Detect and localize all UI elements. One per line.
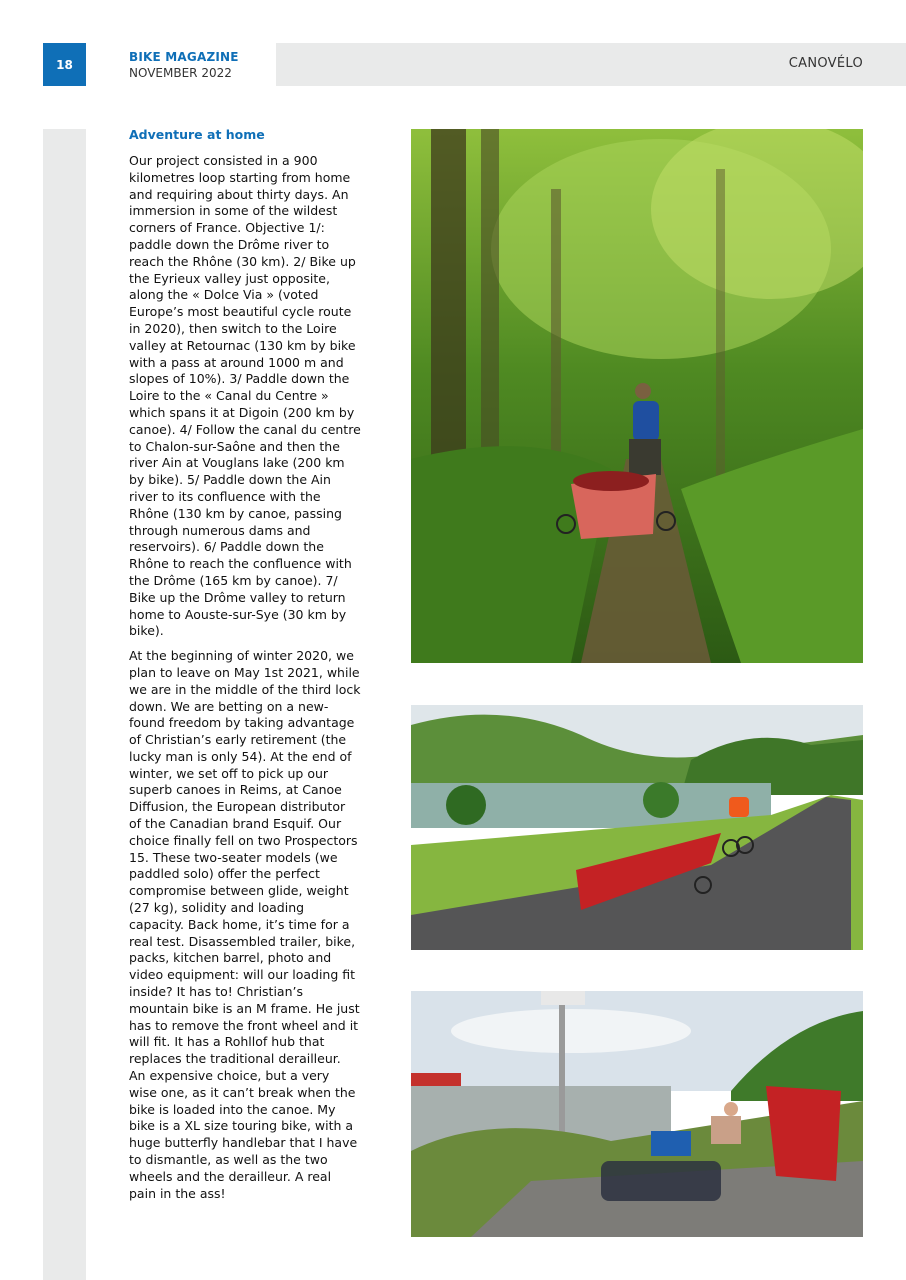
magazine-title: BIKE MAGAZINE <box>129 50 239 64</box>
photo-riverbank-rest <box>411 991 863 1237</box>
magazine-masthead <box>129 49 239 81</box>
article-paragraph-1: Our project consisted in a 900 kilometres loop starting from home and requiring about thirty days. An immersion in some of the wildest corners of France. Objective 1/: paddle down the Drôme river to reach the Rhône (30 km). 2/ Bike up the Eyrieux valley just opposite, along the « Dolce Via » (voted Europe’s most beautiful cycle route in 2020), then switch to the Loire valley at Retournac (130 km by bike with a pass at around 1000 m and slopes of 10%). 3/ Paddle down the Loire to the « Canal du Centre » which spans it at Digoin (200 km by canoe). 4/ Follow the canal du centre to Chalon-sur-Saône and then the river Ain at Vouglans lake (200 km by bike). 5/ Paddle down the Ain river to its confluence with the Rhône (130 km by canoe, passing through numerous dams and reservoirs). 6/ Paddle down the Rhône to reach the confluence with the Drôme (165 km by canoe). 7/ Bike up the Drôme valley to return home to Aouste-sur-Sye (30 km by bike). <box>129 153 361 639</box>
side-band <box>43 129 86 1280</box>
page-number: 18 <box>43 43 86 86</box>
section-label: CANOVÉLO <box>788 56 863 71</box>
article-subheading: Adventure at home <box>129 127 265 142</box>
photo-forest-path <box>411 129 863 663</box>
article-paragraph-2: At the beginning of winter 2020, we plan to leave on May 1st 2021, while we are in the middle of the third lock down. We are betting on a new-found freedom by taking advantage of Christian’s early retirement (the lucky man is only 54). At the end of winter, we set off to pick up our superb canoes in Reims, at Canoe Diffusion, the European distributor of the Canadian brand Esquif. Our choice finally fell on two Prospectors 15. These two-seater models (we paddled solo) offer the perfect compromise between glide, weight (27 kg), solidity and loading capacity. Back home, it’s time for a real test. Disassembled trailer, bike, packs, kitchen barrel, photo and video equipment: will our loading fit inside? It has to! Christian’s mountain bike is an M frame. He just has to remove the front wheel and it will fit. It has a Rohllof hub that replaces the traditional derailleur. An expensive choice, but a very wise one, as it can’t break when the bike is loaded into the canoe. My bike is a XL size touring bike, with a huge butterfly handlebar that I have to dismantle, as well as the two wheels and the derailleur. A real pain in the ass! <box>129 648 361 1201</box>
article-column <box>129 126 361 1210</box>
issue-date: NOVEMBER 2022 <box>129 66 232 80</box>
photo-lakeside-road <box>411 705 863 950</box>
